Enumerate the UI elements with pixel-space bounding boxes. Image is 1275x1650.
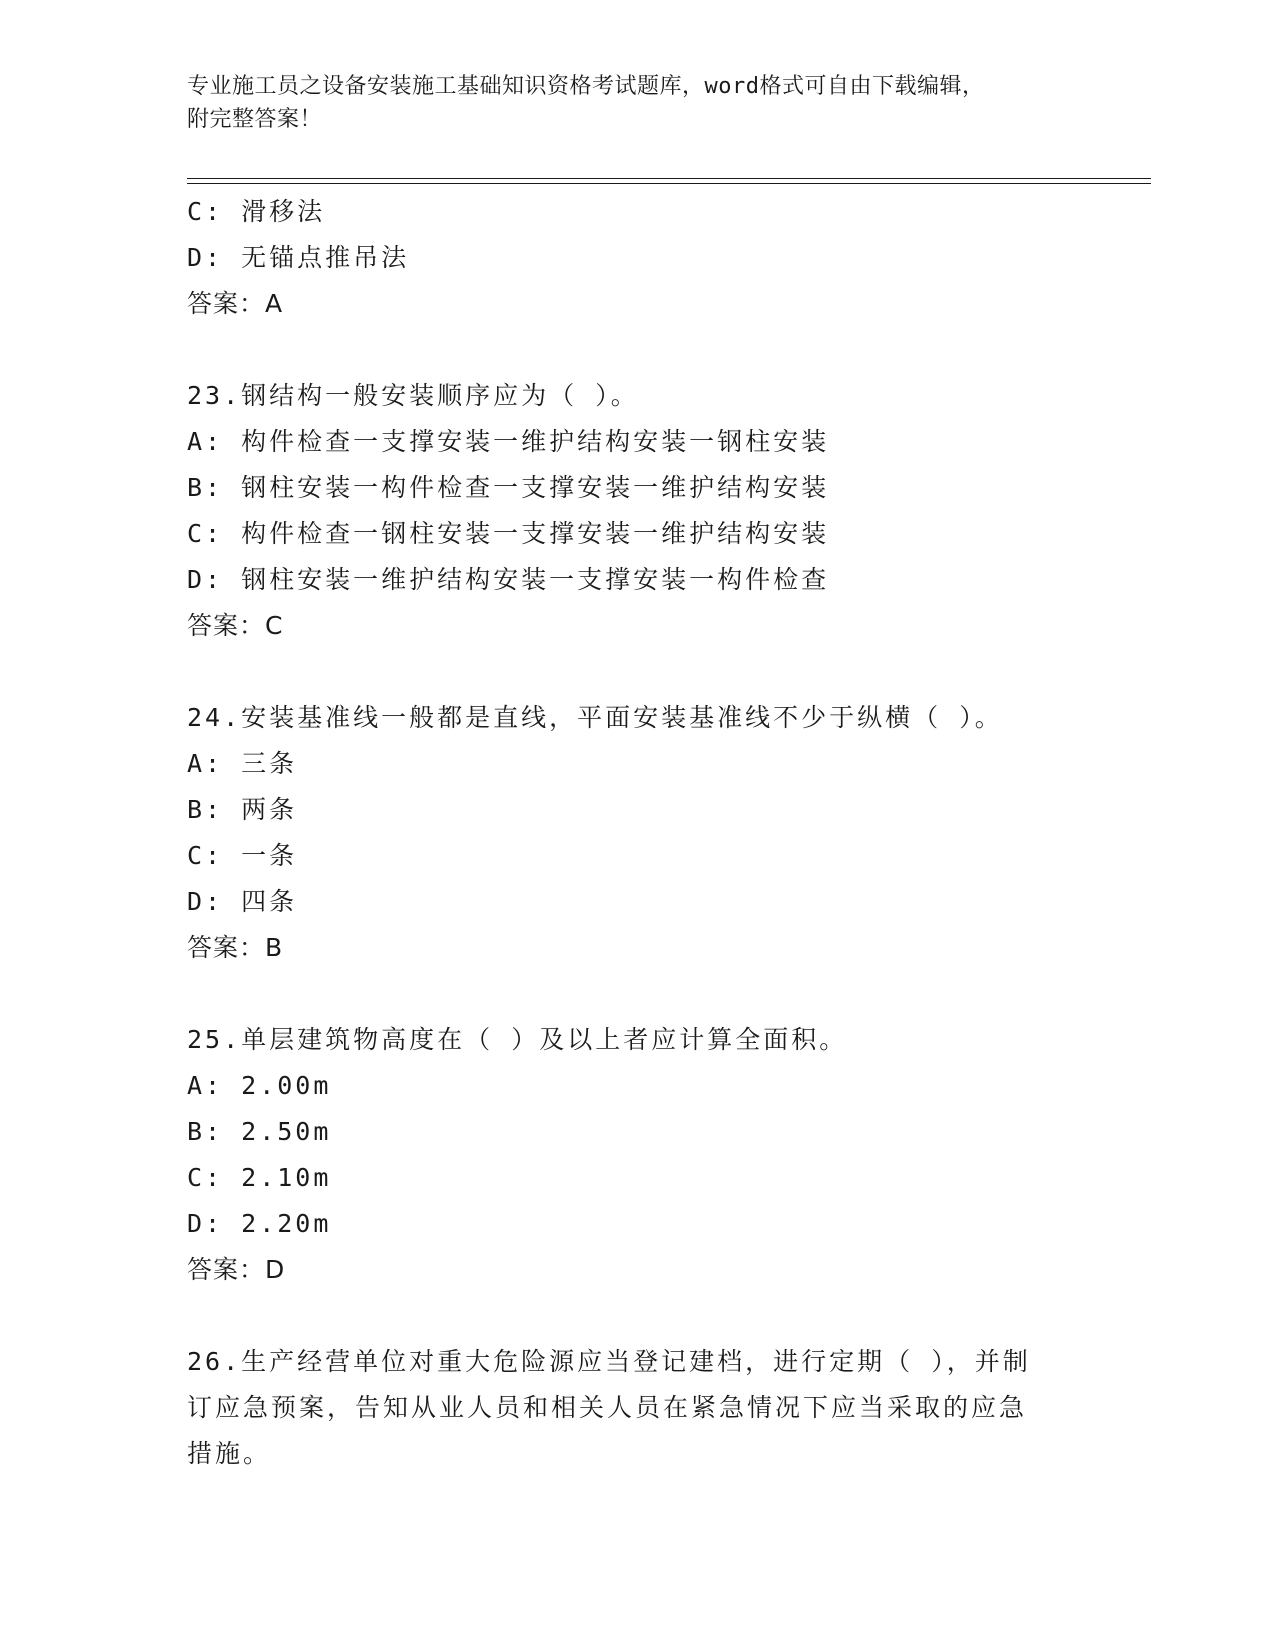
option-c: C: 滑移法 [187,197,326,226]
question-stem-line-2: 订应急预案，告知从业人员和相关人员在紧急情况下应当采取的应急 [187,1393,1028,1422]
question-26 [187,1339,1087,1477]
answer-label: 答案：D [187,1255,286,1284]
answer-label: 答案：B [187,933,284,962]
answer-label: 答案：A [187,289,284,318]
answer-label: 答案：C [187,611,284,640]
option-a: A: 2.00m [187,1071,332,1100]
header-line-2: 附完整答案！ [187,107,323,132]
question-23 [187,373,1087,649]
option-d: D: 四条 [187,887,298,916]
spacer [187,649,1087,695]
question-24 [187,695,1087,971]
option-a: A: 构件检查一支撑安装一维护结构安装一钢柱安装 [187,427,830,456]
spacer [187,1293,1087,1339]
prev-question [187,189,1087,327]
document-header [187,70,1067,136]
question-stem-line-3: 措施。 [187,1439,272,1468]
header-divider-bottom [187,183,1151,184]
option-d: D: 2.20m [187,1209,332,1238]
spacer [187,327,1087,373]
option-d: D: 钢柱安装一维护结构安装一支撑安装一构件检查 [187,565,830,594]
option-b: B: 2.50m [187,1117,332,1146]
spacer [187,971,1087,1017]
option-c: C: 2.10m [187,1163,332,1192]
option-b: B: 两条 [187,795,298,824]
question-stem: 24.安装基准线一般都是直线，平面安装基准线不少于纵横（ ）。 [187,703,1003,732]
option-c: C: 一条 [187,841,298,870]
question-stem: 23.钢结构一般安装顺序应为（ ）。 [187,381,639,410]
option-c: C: 构件检查一钢柱安装一支撑安装一维护结构安装 [187,519,830,548]
header-line-1: 专业施工员之设备安装施工基础知识资格考试题库，word格式可自由下载编辑， [187,74,985,99]
header-divider-top [187,178,1151,179]
option-b: B: 钢柱安装一构件检查一支撑安装一维护结构安装 [187,473,830,502]
question-stem: 25.单层建筑物高度在（ ）及以上者应计算全面积。 [187,1025,848,1054]
question-list [187,189,1087,1477]
question-25 [187,1017,1087,1293]
option-a: A: 三条 [187,749,298,778]
question-stem-line-1: 26.生产经营单位对重大危险源应当登记建档，进行定期（ ），并制 [187,1347,1031,1376]
option-d: D: 无锚点推吊法 [187,243,410,272]
